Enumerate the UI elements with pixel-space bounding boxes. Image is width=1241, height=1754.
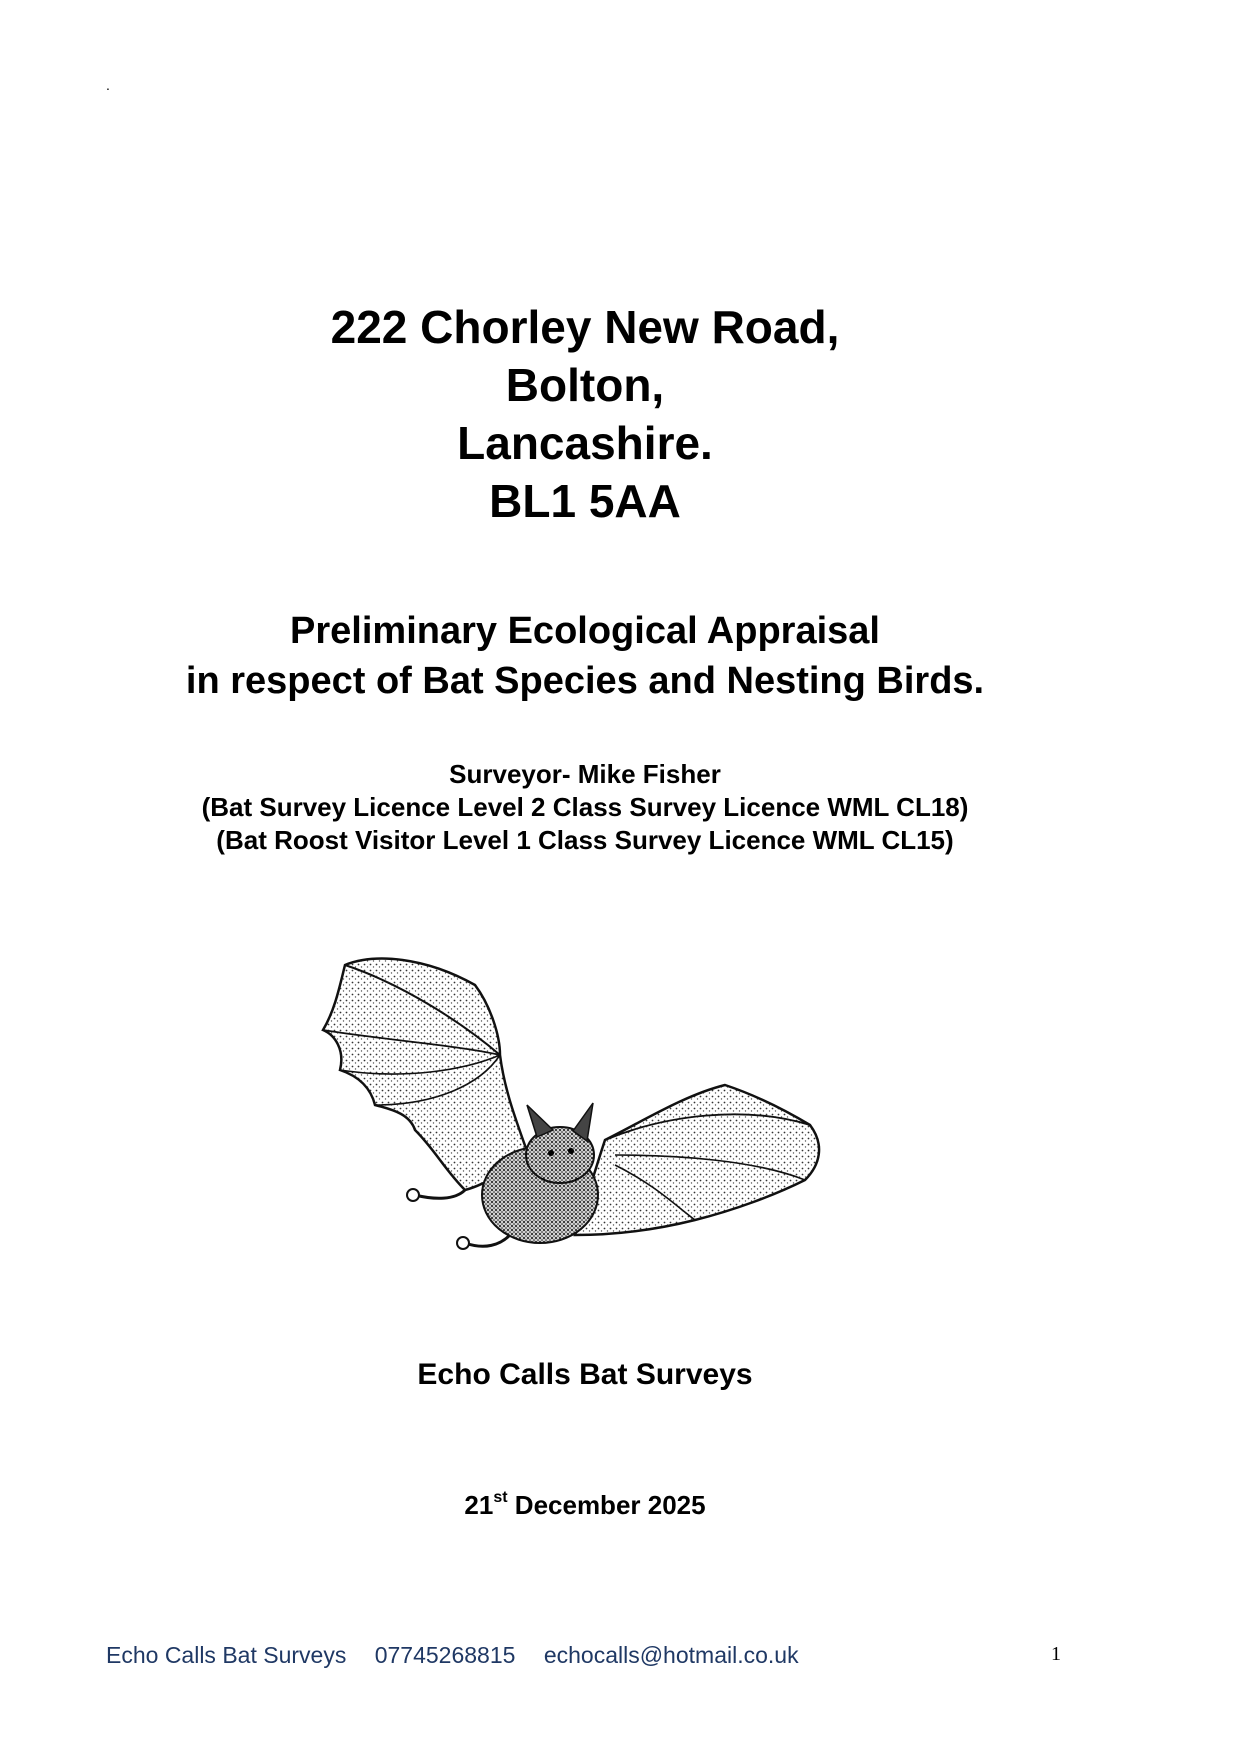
licence-line-2: (Bat Roost Visitor Level 1 Class Survey Licence WML CL15) [216,825,954,855]
address-line-3: Lancashire. [457,417,713,469]
report-title-line-2: in respect of Bat Species and Nesting Birds. [185,660,985,702]
footer-company: Echo Calls Bat Surveys [106,1642,347,1668]
date-month-year: December 2025 [507,1490,706,1520]
report-title-line-1: Preliminary Ecological Appraisal [290,610,880,652]
date-day: 21 [464,1490,494,1520]
bat-illustration-icon [315,945,855,1295]
address-line-4: BL1 5AA [489,475,681,527]
surveyor-name: Surveyor- Mike Fisher [449,759,721,789]
date-suffix: st [493,1489,508,1506]
report-date [0,1488,1170,1522]
address-line-1: 222 Chorley New Road, [330,301,840,353]
site-address [0,298,1170,530]
licence-line-1: (Bat Survey Licence Level 2 Class Survey Licence WML CL18) [201,792,969,822]
stray-dot: . [106,77,110,93]
footer-email[interactable]: echocalls@hotmail.co.uk [543,1642,799,1668]
company-name: Echo Calls Bat Surveys [417,1358,753,1391]
footer [106,1641,821,1669]
report-title [0,606,1170,706]
surveyor-block [0,758,1170,857]
address-line-2: Bolton, [505,359,665,411]
footer-phone[interactable]: 07745268815 [374,1642,516,1668]
page-number: 1 [1051,1643,1061,1665]
